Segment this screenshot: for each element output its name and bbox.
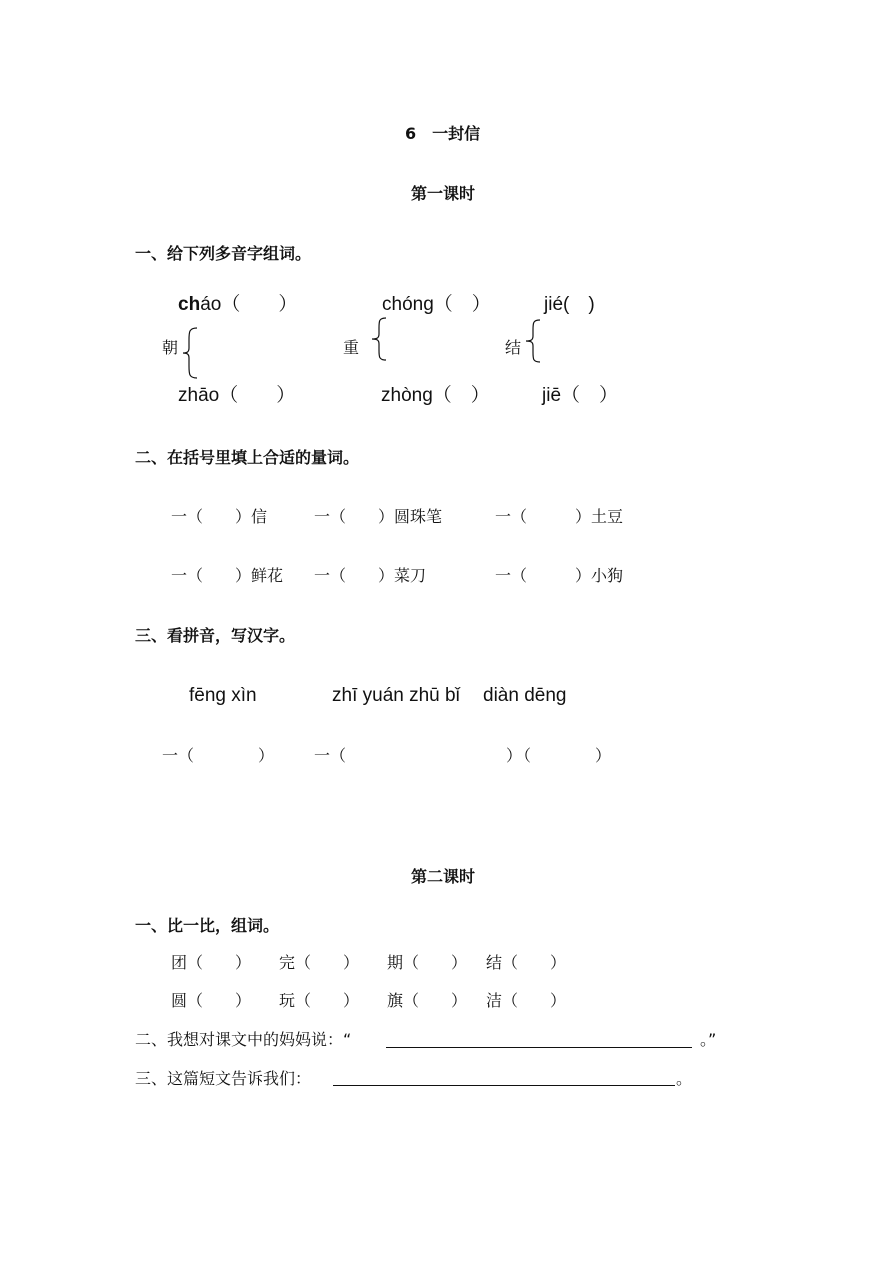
polyphone-3-top: jié( ): [544, 294, 595, 315]
pinyin-prompt: zhī yuán zhū bǐ: [332, 685, 460, 706]
answer-line[interactable]: [333, 1085, 675, 1086]
brace-icon: [181, 326, 199, 380]
l2-q2-suffix: 。”: [700, 1030, 717, 1049]
measure-word-item: 一（ ）鲜花: [171, 566, 284, 585]
brace-icon: [524, 318, 542, 364]
compare-item: 团（ ）: [171, 953, 252, 972]
lesson1-heading: 第一课时: [411, 184, 476, 203]
polyphone-2-char: 重: [343, 338, 360, 357]
polyphone-2-top: chóng（ ）: [382, 294, 491, 315]
l1-q2-title: 二、在括号里填上合适的量词。: [135, 448, 360, 467]
pinyin-prompt: fēng xìn: [189, 685, 257, 706]
compare-item: 完（ ）: [279, 953, 360, 972]
l1-q1-title: 一、给下列多音字组词。: [135, 244, 312, 263]
polyphone-3-bottom: jiē（ ）: [542, 385, 619, 406]
lesson2-heading: 第二课时: [411, 867, 476, 886]
brace-icon: [370, 316, 388, 362]
answer-line[interactable]: [386, 1047, 692, 1048]
polyphone-1-top: [178, 294, 297, 316]
measure-word-item: 一（ ）小狗: [495, 566, 624, 585]
measure-word-item: 一（ ）土豆: [495, 507, 624, 526]
polyphone-2-bottom: zhòng（ ）: [381, 385, 490, 406]
l2-q3-suffix: 。: [676, 1069, 693, 1088]
pinyin-rest: áo（ ）: [200, 294, 298, 315]
polyphone-1-char: 朝: [162, 338, 179, 357]
measure-word-item: 一（ ）信: [171, 507, 268, 526]
answer-blank: 一（ ）: [162, 746, 275, 765]
l2-q2-prefix: 二、我想对课文中的妈妈说：“: [135, 1030, 352, 1049]
compare-item: 旗（ ）: [387, 991, 468, 1010]
measure-word-item: 一（ ）菜刀: [314, 566, 427, 585]
l2-q3-prefix: 三、这篇短文告诉我们：: [135, 1069, 312, 1088]
answer-blank: 一（ ）: [314, 746, 523, 765]
compare-item: 玩（ ）: [279, 991, 360, 1010]
pinyin-bold-part: ch: [178, 294, 201, 315]
polyphone-3-char: 结: [505, 338, 522, 357]
compare-item: 期（ ）: [387, 953, 468, 972]
l2-q1-title: 一、比一比，组词。: [135, 916, 280, 935]
compare-item: 洁（ ）: [486, 991, 567, 1010]
pinyin-prompt: diàn dēng: [483, 685, 567, 706]
l1-q3-title: 三、看拼音，写汉字。: [135, 626, 296, 645]
compare-item: 结（ ）: [486, 953, 567, 972]
answer-blank: （ ）: [515, 746, 612, 765]
compare-item: 圆（ ）: [171, 991, 252, 1010]
measure-word-item: 一（ ）圆珠笔: [314, 507, 443, 526]
polyphone-1-bottom: zhāo（ ）: [178, 385, 296, 406]
page-title: 6 一封信: [405, 124, 481, 143]
